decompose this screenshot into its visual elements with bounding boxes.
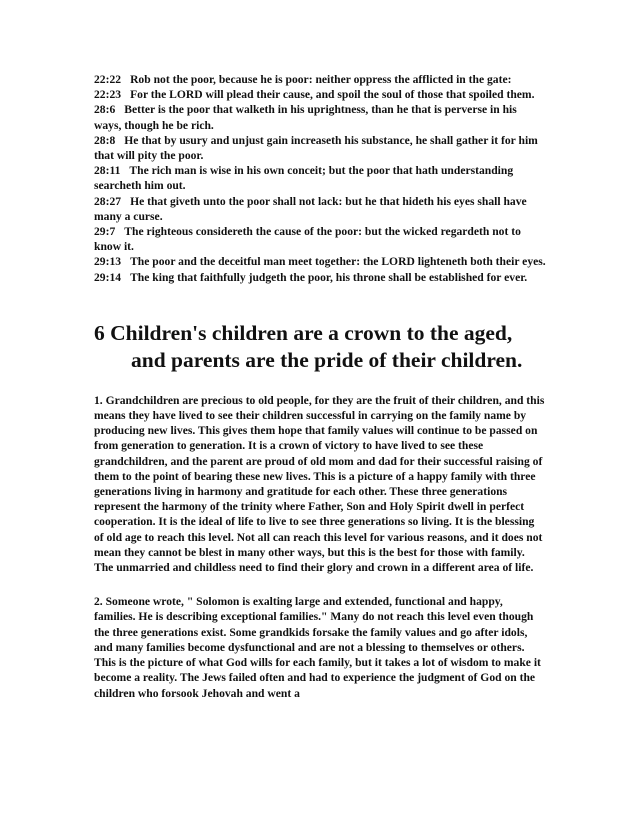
verse-ref: 22:23 [94,88,122,102]
heading-line-1: 6 Children's children are a crown to the aged, [94,320,513,345]
verse [94,72,546,87]
verse-text: He that giveth unto the poor shall not lack: but he that hideth his eyes shall have many a curse. [94,194,527,223]
commentary-paragraph: 1. Grandchildren are precious to old people, for they are the fruit of their children, and this means they have lived to see their children successful in carrying on the family name by producing new lives. This gives them hope that family values will continue to be passed on from generation to generation. It is a crown of victory to have lived to see these grandchildren, and the parent are proud of old mom and dad for their successful raising of them to the point of bearing these new lives. This is a picture of a happy family with three generations living in harmony and gratitude for each other. These three generations represent the harmony of the trinity where Father, Son and Holy Spirit dwell in perfect cooperation. It is the ideal of life to live to see three generations so living. It is the blessing of old age to reach this level. Not all can reach this level for various reasons, and it does not mean they cannot be blest in many other ways, but this is the best for those with family. The unmarried and childless need to find their glory and crown in a different area of life. [94,393,545,575]
verse-ref: 29:7 [94,225,116,239]
verse-text: He that by usury and unjust gain increaseth his substance, he shall gather it for him that will pity the poor. [94,133,538,163]
verse-text: The rich man is wise in his own conceit; but the poor that hath understanding searcheth him out. [94,164,514,193]
verse-list [94,72,546,285]
document-page [94,72,546,701]
verse-ref: 29:14 [94,270,122,284]
verse [94,87,546,102]
verse [94,102,546,132]
heading-line-2: and parents are the pride of their children. [131,347,523,372]
verse [94,194,546,224]
verse-ref: 28:11 [94,164,121,178]
verse-ref: 28:6 [94,103,116,117]
verse-text: Better is the poor that walketh in his uprightness, than he that is perverse in his ways, though he be rich. [94,103,517,132]
verse-ref: 22:22 [94,73,122,86]
verse-text: The poor and the deceitful man meet together: the LORD lighteneth both their eyes. [130,255,546,269]
verse [94,270,546,285]
section-heading [94,320,564,374]
commentary-paragraph: 2. Someone wrote, " Solomon is exalting large and extended, functional and happy, families. He is describing exceptional families." Many do not reach this level even though the three generations exist. Some grandkids forsake the family values and go after idols, and many families become dysfunctional and are not a blessing to themselves or others. This is the picture of what God wills for each family, but it takes a lot of wisdom to make it become a reality. The Jews failed often and had to experience the judgment of God on the children who forsook Jehovah and went a [94,595,541,700]
verse [94,254,546,269]
verse-text: The king that faithfully judgeth the poor, his throne shall be established for ever. [130,270,528,284]
verse-ref: 28:8 [94,133,116,147]
verse [94,133,546,163]
verse [94,224,546,254]
verse-ref: 29:13 [94,255,122,269]
verse-text: Rob not the poor, because he is poor: neither oppress the afflicted in the gate: [130,73,512,86]
verse-text: For the LORD will plead their cause, and spoil the soul of those that spoiled them. [130,88,535,102]
verse-ref: 28:27 [94,194,122,208]
verse [94,163,546,193]
verse-text: The righteous considereth the cause of the poor: but the wicked regardeth not to know it. [94,225,521,254]
